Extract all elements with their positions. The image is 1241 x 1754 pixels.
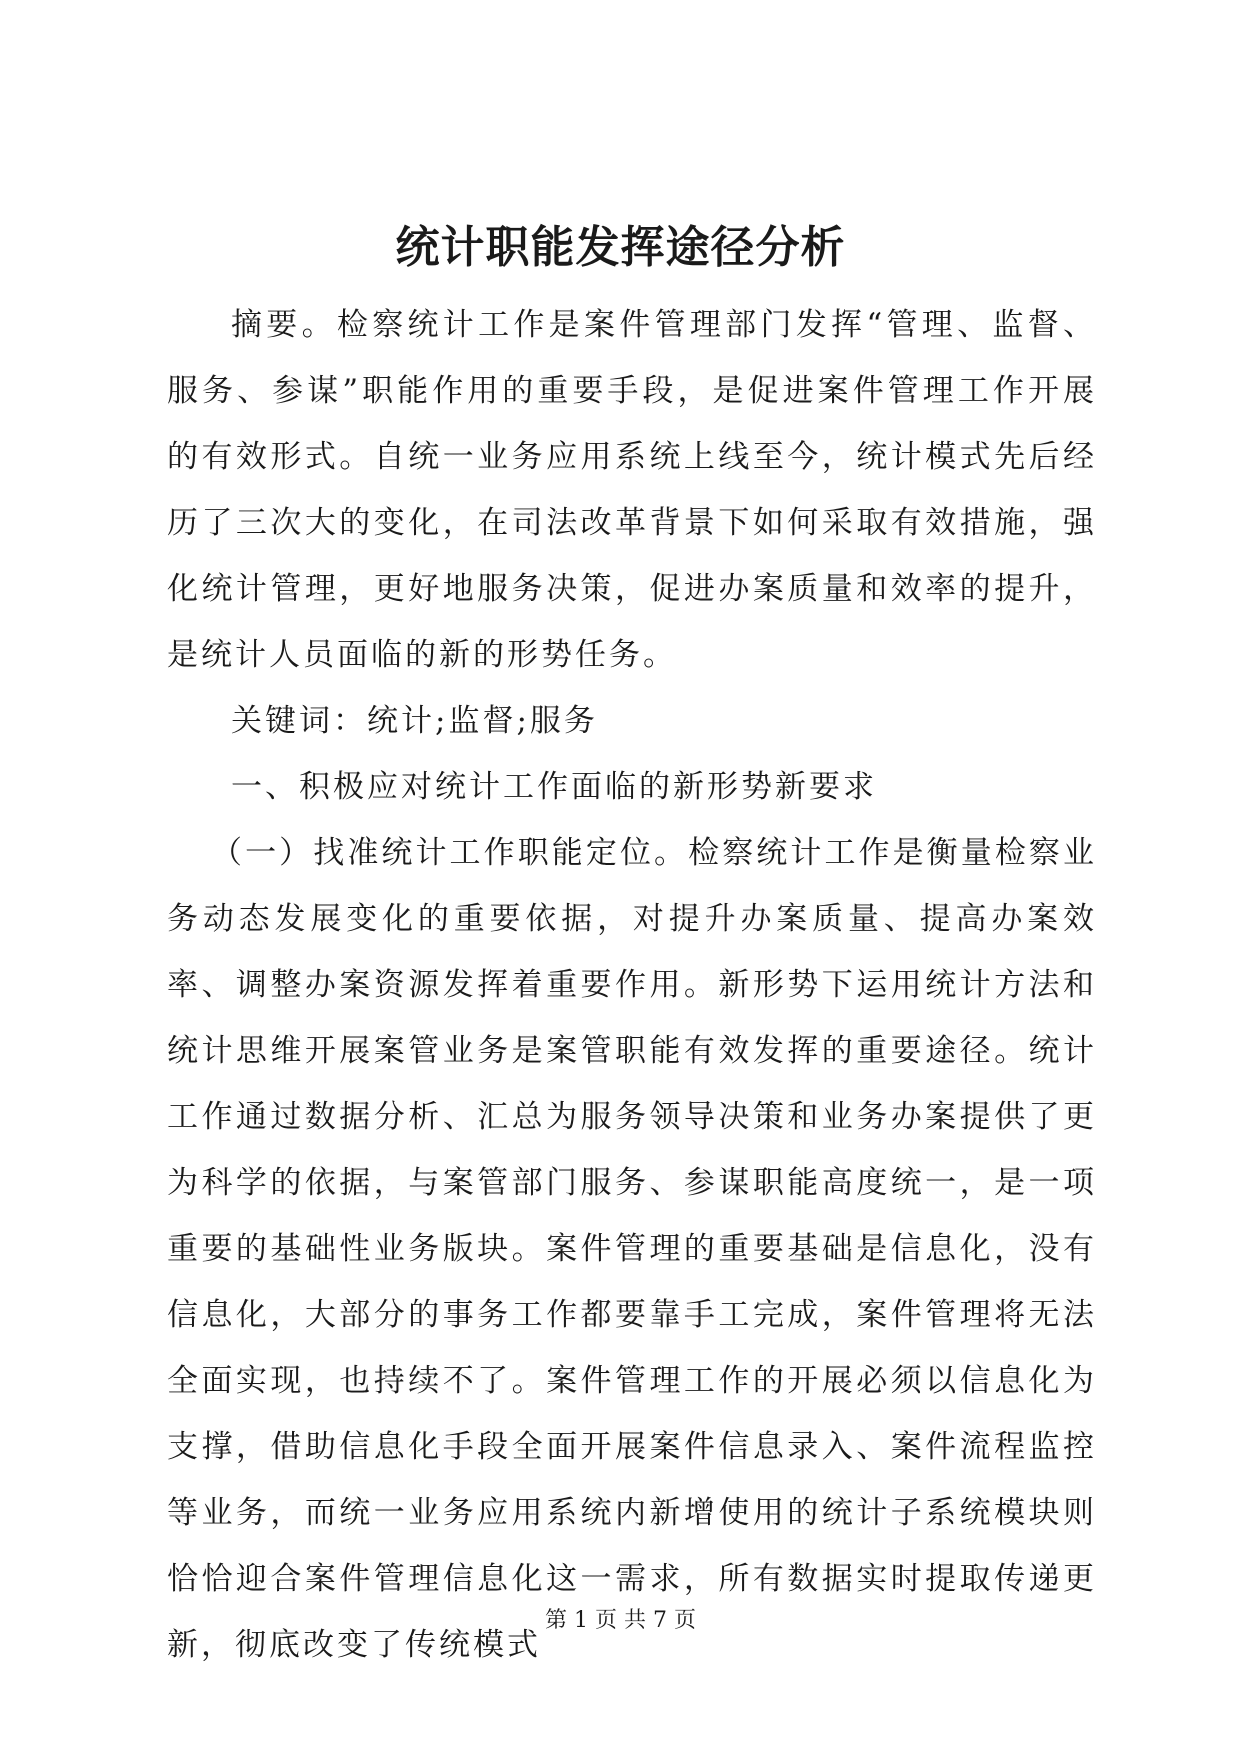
page-number: 第 1 页 共 7 页: [545, 1608, 696, 1633]
document-body: [167, 292, 1097, 1678]
document-title: 统计职能发挥途径分析: [395, 222, 846, 273]
abstract-paragraph: 摘要。检察统计工作是案件管理部门发挥“管理、监督、服务、参谋”职能作用的重要手段，是促进案件管理工作开展的有效形式。自统一业务应用系统上线至今，统计模式先后经历了三次大的变化，在司法改革背景下如何采取有效措施，强化统计管理，更好地服务决策，促进办案质量和效率的提升，是统计人员面临的新的形势任务。: [167, 307, 1097, 673]
section-heading: 一、积极应对统计工作面临的新形势新要求: [231, 769, 877, 805]
subsection-paragraph: （一）找准统计工作职能定位。检察统计工作是衡量检察业务动态发展变化的重要依据，对提升办案质量、提高办案效率、调整办案资源发挥着重要作用。新形势下运用统计方法和统计思维开展案管业务是案管职能有效发挥的重要途径。统计工作通过数据分析、汇总为服务领导决策和业务办案提供了更为科学的依据，与案管部门服务、参谋职能高度统一，是一项重要的基础性业务版块。案件管理的重要基础是信息化，没有信息化，大部分的事务工作都要靠手工完成，案件管理将无法全面实现，也持续不了。案件管理工作的开展必须以信息化为支撑，借助信息化手段全面开展案件信息录入、案件流程监控等业务，而统一业务应用系统内新增使用的统计子系统模块则恰恰迎合案件管理信息化这一需求，所有数据实时提取传递更新，彻底改变了传统模式: [167, 835, 1097, 1663]
keywords-paragraph: 关键词：统计;监督;服务: [231, 703, 598, 739]
